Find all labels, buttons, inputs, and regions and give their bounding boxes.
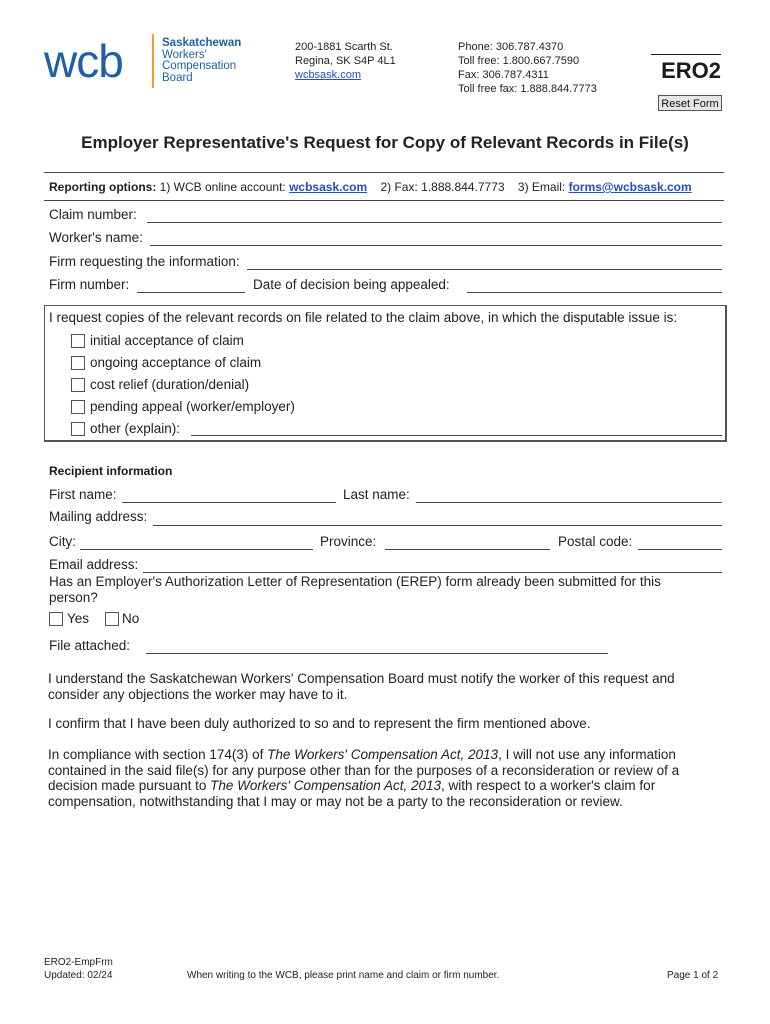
pending-appeal-checkbox[interactable] xyxy=(71,400,85,414)
compliance-line-3-start: decision made pursuant to xyxy=(48,778,211,793)
logo-line-3: Compensation xyxy=(162,60,237,72)
address-street: 200-1881 Scarth St. xyxy=(295,41,393,53)
city-label: City: xyxy=(49,534,76,549)
file-attached-label: File attached: xyxy=(49,638,131,653)
statement-notify-line-1: I understand the Saskatchewan Workers' Compensation Board must notify the worker of this request and xyxy=(48,671,675,686)
compliance-line-2: contained in the said file(s) for any purpose other than for the purposes of a reconsideration or review of a xyxy=(48,762,680,778)
cost-relief-checkbox[interactable] xyxy=(71,378,85,392)
logo-divider xyxy=(152,34,154,88)
cost-relief-label: cost relief (duration/denial) xyxy=(90,377,250,392)
logo-line-2: Workers' xyxy=(162,48,207,61)
erep-yes-label: Yes xyxy=(67,611,90,626)
footer-form-code: ERO2-EmpFrm xyxy=(44,957,113,968)
contact-block xyxy=(458,40,597,96)
reset-form-button[interactable]: Reset Form xyxy=(658,95,722,111)
last-name-label: Last name: xyxy=(343,487,410,502)
initial-acceptance-label: initial acceptance of claim xyxy=(90,333,244,348)
ongoing-acceptance-label: ongoing acceptance of claim xyxy=(90,355,262,370)
compliance-act-title: The Workers' Compensation Act, 2013 xyxy=(267,747,499,762)
firm-requesting-field[interactable] xyxy=(247,269,722,270)
logo-wordmark xyxy=(162,38,241,84)
other-explain-field[interactable] xyxy=(191,435,722,436)
worker-name-label: Worker's name: xyxy=(49,230,143,245)
pending-appeal-label: pending appeal (worker/employer) xyxy=(90,399,295,414)
online-account-link[interactable]: wcbsask.com xyxy=(289,180,368,194)
statement-compliance xyxy=(48,747,728,809)
contact-toll-free-fax: Toll free fax: 1.888.844.7773 xyxy=(458,83,597,95)
mailing-address-label: Mailing address: xyxy=(49,509,148,524)
logo-line-4: Board xyxy=(162,71,193,84)
reporting-option-3: 3) Email: xyxy=(517,180,566,194)
email-link[interactable]: forms@wcbsask.com xyxy=(568,180,692,194)
footer-form-info xyxy=(44,956,113,982)
firm-requesting-label: Firm requesting the information: xyxy=(49,254,240,269)
recipient-heading: Recipient information xyxy=(49,464,173,478)
divider-options xyxy=(44,200,724,201)
last-name-field[interactable] xyxy=(416,502,722,503)
email-address-field[interactable] xyxy=(143,572,722,573)
mailing-address-field[interactable] xyxy=(153,525,722,526)
reporting-option-1: 1) WCB online account: xyxy=(159,180,286,194)
first-name-field[interactable] xyxy=(122,502,336,503)
compliance-line-1-end: , I will not use any information xyxy=(498,747,676,762)
city-field[interactable] xyxy=(80,549,313,550)
compliance-line-1-start: In compliance with section 174(3) of xyxy=(48,747,268,762)
postal-code-label: Postal code: xyxy=(558,534,633,549)
erep-question-line-2: person? xyxy=(49,590,98,605)
compliance-line-4: compensation, notwithstanding that I may or may not be a party to the reconsideration or review. xyxy=(48,793,623,809)
decision-date-field[interactable] xyxy=(467,292,722,293)
form-code: ERO2 xyxy=(651,54,721,85)
worker-name-field[interactable] xyxy=(150,245,722,246)
reporting-label: Reporting options: xyxy=(49,180,157,194)
erep-question-line-1: Has an Employer's Authorization Letter of Representation (EREP) form already been submitted for this xyxy=(49,574,661,589)
address-block xyxy=(295,40,396,82)
decision-date-label: Date of decision being appealed: xyxy=(253,277,450,292)
contact-phone: Phone: 306.787.4370 xyxy=(458,41,564,53)
website-link[interactable]: wcbsask.com xyxy=(295,69,362,81)
footer-page-number: Page 1 of 2 xyxy=(667,970,719,981)
erep-yes-checkbox[interactable] xyxy=(49,612,63,626)
compliance-line-3 xyxy=(48,778,728,794)
other-checkbox[interactable] xyxy=(71,422,85,436)
compliance-act-title-2: The Workers' Compensation Act, 2013 xyxy=(210,778,442,793)
reporting-option-2: 2) Fax: 1.888.844.7773 xyxy=(380,180,505,194)
claim-number-field[interactable] xyxy=(147,222,722,223)
request-intro: I request copies of the relevant records on file related to the claim above, in which the disputable issue is: xyxy=(49,310,678,325)
address-city: Regina, SK S4P 4L1 xyxy=(295,55,396,67)
contact-toll-free: Toll free: 1.800.667.7590 xyxy=(458,55,580,67)
postal-code-field[interactable] xyxy=(638,549,722,550)
statement-notify xyxy=(48,671,728,702)
email-address-label: Email address: xyxy=(49,557,139,572)
page-title: Employer Representative's Request for Copy of Relevant Records in File(s) xyxy=(81,133,689,152)
file-attached-field[interactable] xyxy=(146,653,608,654)
erep-no-label: No xyxy=(122,611,140,626)
divider-top xyxy=(44,172,724,173)
statement-authorized: I confirm that I have been duly authorized to so and to represent the firm mentioned above. xyxy=(48,716,591,731)
erep-no-checkbox[interactable] xyxy=(105,612,119,626)
province-label: Province: xyxy=(320,534,377,549)
footer-updated: Updated: 02/24 xyxy=(44,970,113,981)
ongoing-acceptance-checkbox[interactable] xyxy=(71,356,85,370)
compliance-line-1 xyxy=(48,747,728,763)
statement-notify-line-2: consider any objections the worker may have to it. xyxy=(48,686,348,702)
footer-note: When writing to the WCB, please print name and claim or firm number. xyxy=(187,970,500,981)
firm-number-label: Firm number: xyxy=(49,277,130,292)
wcb-logo-mark: wcb xyxy=(44,35,123,87)
firm-number-field[interactable] xyxy=(137,292,245,293)
reporting-options xyxy=(49,180,692,194)
compliance-line-3-end: , with respect to a worker's claim for xyxy=(441,778,656,793)
other-label: other (explain): xyxy=(90,421,181,436)
claim-number-label: Claim number: xyxy=(49,207,137,222)
first-name-label: First name: xyxy=(49,487,117,502)
logo-line-1: Saskatchewan xyxy=(162,37,242,49)
province-field[interactable] xyxy=(385,549,550,550)
contact-fax: Fax: 306.787.4311 xyxy=(458,69,549,81)
initial-acceptance-checkbox[interactable] xyxy=(71,334,85,348)
